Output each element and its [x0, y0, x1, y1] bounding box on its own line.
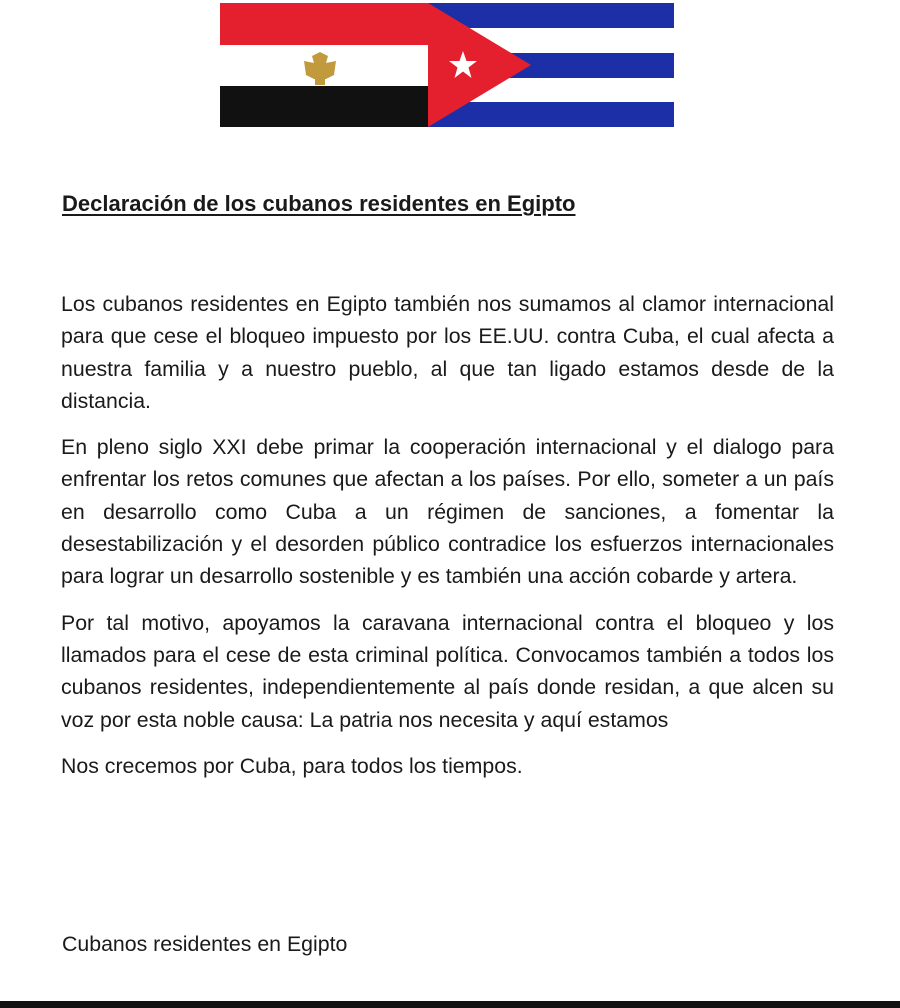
document-title: Declaración de los cubanos residentes en Egipto	[62, 191, 576, 216]
flags-image	[220, 3, 674, 127]
flags-header	[220, 3, 674, 127]
signature: Cubanos residentes en Egipto	[62, 932, 348, 956]
document-body	[61, 288, 834, 796]
paragraph-2: En pleno siglo XXI debe primar la cooperación internacional y el dialogo para enfrentar los retos comunes que afectan a los países. Por ello, someter a un país en desarrollo como Cuba a un régimen de sanciones, a fomentar la desestabilización y el desorden público contradice los esfuerzos internacionales para lograr un desarrollo sostenible y es también una acción cobarde y artera.	[61, 435, 834, 589]
egypt-flag-icon	[220, 3, 450, 127]
paragraph-1: Los cubanos residentes en Egipto también nos sumamos al clamor internacional para que cese el bloqueo impuesto por los EE.UU. contra Cuba, el cual afecta a nuestra familia y a nuestro pueblo, al que tan ligado estamos desde de la distancia.	[61, 292, 834, 413]
cuba-flag-icon	[428, 3, 674, 127]
paragraph-4: Nos crecemos por Cuba, para todos los tiempos.	[61, 753, 523, 778]
paragraph-3: Por tal motivo, apoyamos la caravana internacional contra el bloqueo y los llamados para el cese de esta criminal política. Convocamos también a todos los cubanos residentes, independientemente al país donde residan, a que alcen su voz por esta noble causa: La patria nos necesita y aquí estamos	[61, 610, 834, 732]
bottom-border	[0, 1001, 900, 1008]
